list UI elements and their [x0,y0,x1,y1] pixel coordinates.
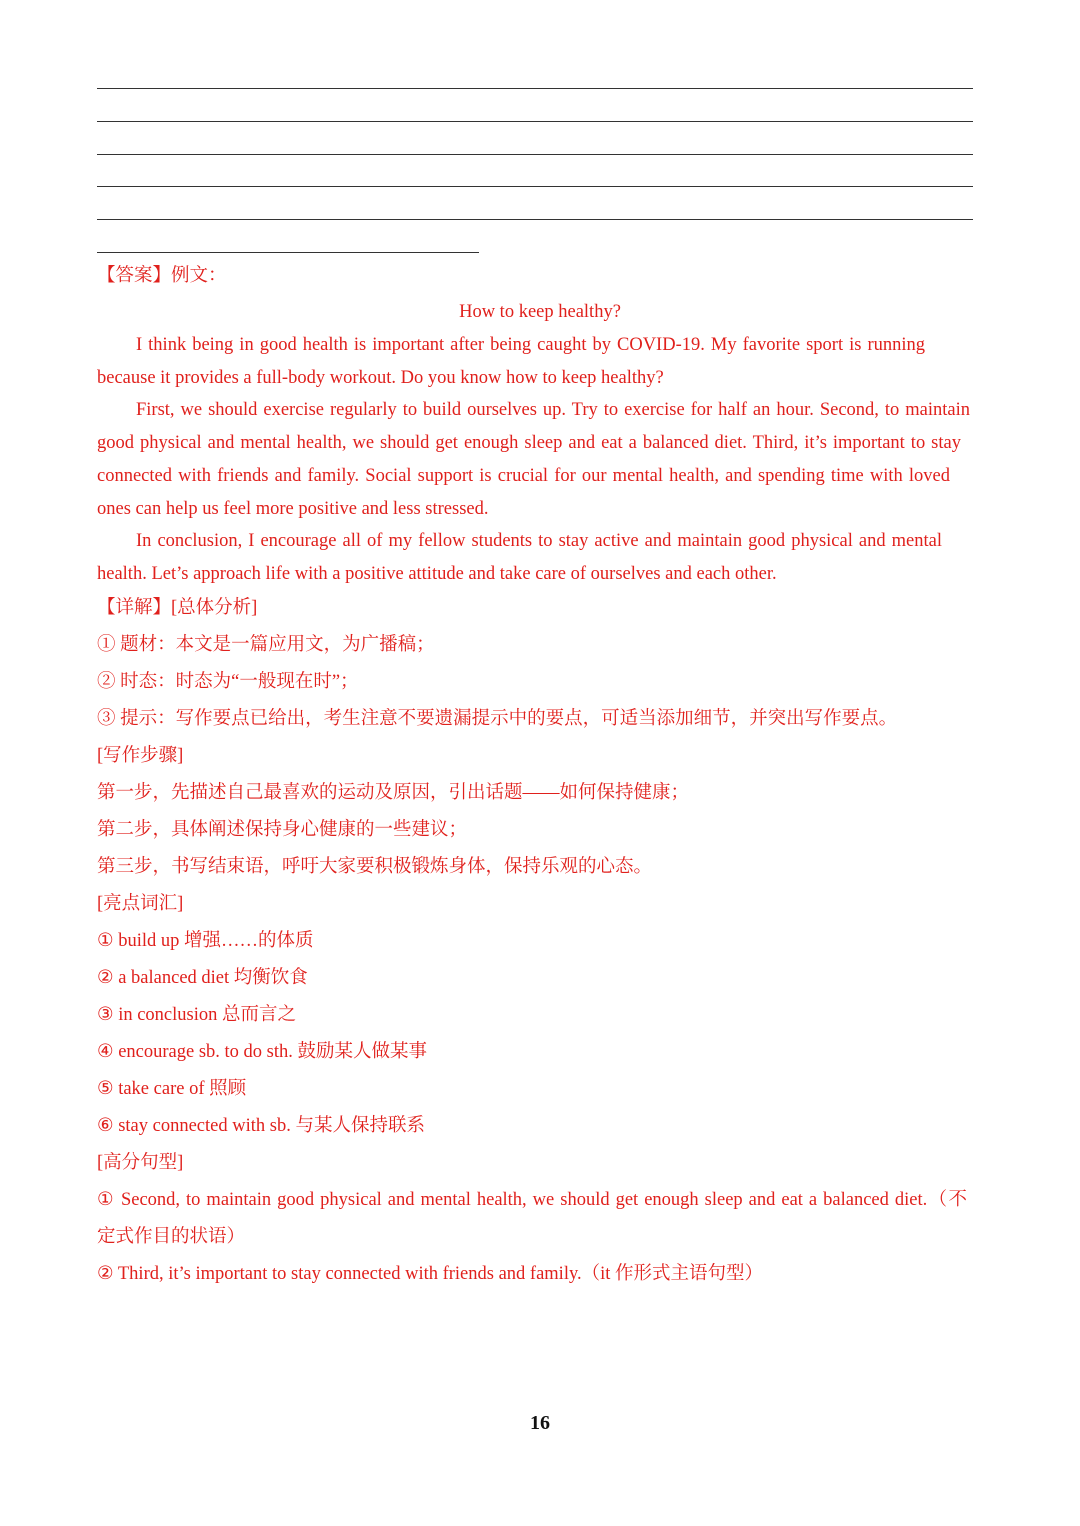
steps-header: [写作步骤] [97,746,184,766]
detail-header [97,596,257,620]
vocab-item: ⑤ take care of 照顾 [97,1079,247,1099]
writing-line [97,121,973,122]
vocab-item: ⑥ stay connected with sb. 与某人保持联系 [97,1116,425,1136]
sentence-item: 定式作目的状语） [97,1227,246,1247]
overall-item: ② 时态：时态为“一般现在时”； [97,672,359,692]
essay-line: I think being in good health is important after being caught by COVID-19. My favorite sport is running [136,335,925,355]
essay-line: ones can help us feel more positive and less stressed. [97,499,489,519]
vocab-item: ④ encourage sb. to do sth. 鼓励某人做某事 [97,1042,428,1062]
vocab-item: ③ in conclusion 总而言之 [97,1005,297,1025]
essay-title: How to keep healthy? [459,302,621,322]
essay-line: health. Let’s approach life with a positive attitude and take care of ourselves and each other. [97,564,777,584]
sentences-header: [高分句型] [97,1153,184,1173]
detail-label: 【详解】 [97,598,172,618]
answer-label: 【答案】 [97,266,172,286]
step-item: 第二步，具体阐述保持身心健康的一些建议； [97,820,468,840]
answer-text: 例文： [171,266,227,286]
sentence-item: ① Second, to maintain good physical and mental health, we should get enough sleep and eat a balanced diet.（不 [97,1190,967,1210]
vocab-item: ② a balanced diet 均衡饮食 [97,968,308,988]
overall-item: ① 题材：本文是一篇应用文，为广播稿； [97,635,435,655]
answer-header [97,264,227,288]
writing-line [97,186,973,187]
overall-item: ③ 提示：写作要点已给出，考生注意不要遗漏提示中的要点，可适当添加细节，并突出写作要点。 [97,709,898,729]
vocab-header: [亮点词汇] [97,894,184,914]
step-item: 第三步，书写结束语，呼吁大家要积极锻炼身体，保持乐观的心态。 [97,857,653,877]
writing-line [97,154,973,155]
page-number: 16 [530,1412,550,1434]
detail-text: [总体分析] [171,598,258,618]
vocab-item: ① build up 增强……的体质 [97,931,314,951]
step-item: 第一步，先描述自己最喜欢的运动及原因，引出话题——如何保持健康； [97,783,690,803]
essay-line: connected with friends and family. Social support is crucial for our mental health, and spending time with loved [97,466,950,486]
sentence-item: ② Third, it’s important to stay connected with friends and family.（it 作形式主语句型） [97,1264,764,1284]
essay-line: good physical and mental health, we should get enough sleep and eat a balanced diet. Third, it’s important to stay [97,433,961,453]
writing-line [97,252,479,253]
essay-line: First, we should exercise regularly to build ourselves up. Try to exercise for half an hour. Second, to maintain [136,400,970,420]
writing-line [97,219,973,220]
essay-line: In conclusion, I encourage all of my fellow students to stay active and maintain good physical and mental [136,531,942,551]
writing-line [97,88,973,89]
essay-line: because it provides a full-body workout. Do you know how to keep healthy? [97,368,664,388]
